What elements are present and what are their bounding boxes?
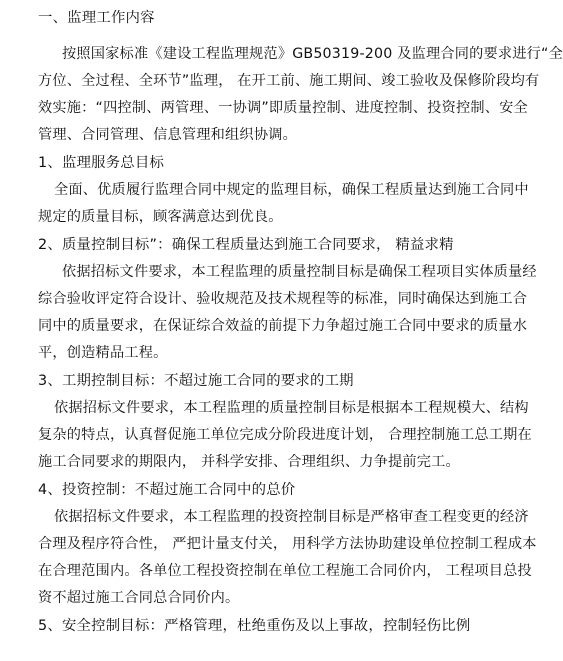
section-2-line-2: 综合验收评定符合设计、验收规范及技术规程等的标准，同时确保达到施工合 — [38, 291, 528, 307]
section-2-heading: 2、质量控制目标”：确保工程质量达到施工合同要求， 精益求精 — [38, 237, 454, 253]
section-3-heading: 3、工期控制目标：不超过施工合同的要求的工期 — [38, 373, 354, 389]
intro-line-3: 效实施：“四控制、两管理、一协调”即质量控制、进度控制、投资控制、安全 — [38, 100, 528, 116]
section-2-line-1: 依据招标文件要求，本工程监理的质量控制目标是确保工程项目实体质量经 — [62, 264, 537, 280]
intro-line-2: 方位、全过程、全环节”监理， 在开工前、施工期间、竣工验收及保修阶段均有 — [38, 73, 540, 89]
section-4-heading: 4、投资控制：不超过施工合同中的总价 — [38, 482, 296, 498]
section-4-line-4: 资不超过施工合同总合同价内。 — [38, 590, 240, 606]
section-3-line-1: 依据招标文件要求，本工程监理的质量控制目标是根据本工程规模大、结构 — [54, 400, 529, 416]
section-4-line-3: 在合理范围内。各单位工程投资控制在单位工程施工合同价内， 工程项目总投 — [38, 563, 532, 579]
section-4-line-2: 合理及程序符合性， 严把计量支付关， 用科学方法协助建设单位控制工程成本 — [38, 536, 537, 552]
section-1-line-2: 规定的质量目标，顾客满意达到优良。 — [38, 209, 283, 225]
section-2-line-4: 平，创造精品工程。 — [38, 345, 168, 361]
section-4-line-1: 依据招标文件要求，本工程监理的投资控制目标是严格审查工程变更的经济 — [54, 509, 529, 525]
intro-line-4: 管理、合同管理、信息管理和组织协调。 — [38, 127, 297, 143]
intro-line-1: 按照国家标准《建设工程监理规范》GB50319-200 及监理合同的要求进行“全 — [62, 46, 563, 62]
section-3-line-3: 施工合同要求的期限内， 并科学安排、合理组织、力争提前完工。 — [38, 454, 460, 470]
section-1-line-1: 全面、优质履行监理合同中规定的监理目标，确保工程质量达到施工合同中 — [54, 182, 529, 198]
section-5-heading: 5、安全控制目标：严格管理，杜绝重伤及以上事故，控制轻伤比例 — [38, 618, 471, 634]
section-title: 一、监理工作内容 — [38, 10, 155, 26]
section-3-line-2: 复杂的特点，认真督促施工单位完成分阶段进度计划， 合理控制施工总工期在 — [38, 427, 532, 443]
section-1-heading: 1、监理服务总目标 — [38, 155, 165, 171]
section-2-line-3: 同中的质量要求，在保证综合效益的前提下力争超过施工合同中要求的质量水 — [38, 318, 528, 334]
